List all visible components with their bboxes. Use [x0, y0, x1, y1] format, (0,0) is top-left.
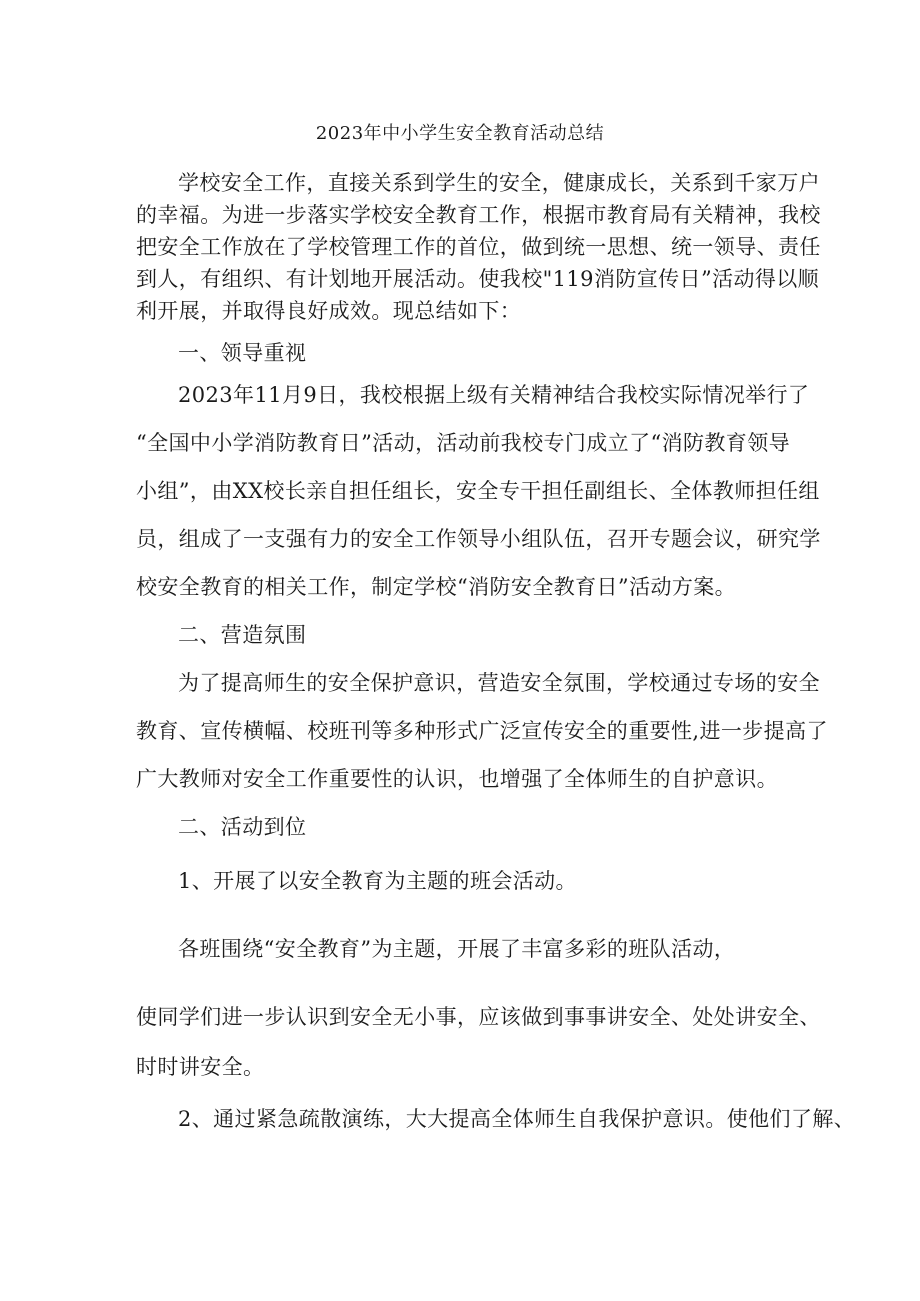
item1-line-2: 使同学们进一步认识到安全无小事，应该做到事事讲安全、处处讲安全、: [136, 1005, 821, 1029]
section1-line-1: 2023年11月9日，我校根据上级有关精神结合我校实际情况举行了: [178, 383, 810, 407]
item1-heading: 1、开展了以安全教育为主题的班会活动。: [178, 869, 577, 893]
document-title: 2023年中小学生安全教育活动总结: [315, 123, 605, 144]
intro-line-2: 的幸福。为进一步落实学校安全教育工作，根据市教育局有关精神，我校: [136, 203, 821, 227]
section2-line-1: 为了提高师生的安全保护意识，营造安全氛围，学校通过专场的安全: [178, 671, 820, 695]
item1-line-1: 各班围绕“安全教育”为主题，开展了丰富多彩的班队活动，: [178, 937, 736, 961]
section2-line-2: 教育、宣传横幅、校班刊等多种形式广泛宣传安全的重要性,进一步提高了: [136, 719, 828, 743]
section-heading-atmosphere: 二、营造氛围: [178, 623, 307, 647]
section1-line-4: 员，组成了一支强有力的安全工作领导小组队伍，召开专题会议，研究学: [136, 527, 821, 551]
intro-line-5: 利开展，并取得良好成效。现总结如下：: [136, 299, 522, 323]
intro-line-4: 到人，有组织、有计划地开展活动。使我校"119消防宣传日”活动得以顺: [136, 267, 820, 291]
section2-line-3: 广大教师对安全工作重要性的认识，也增强了全体师生的自护意识。: [136, 767, 778, 791]
section-heading-leadership: 一、领导重视: [178, 341, 307, 365]
item1-line-3: 时时讲安全。: [136, 1055, 265, 1079]
section1-line-2: “全国中小学消防教育日”活动，活动前我校专门成立了“消防教育领导: [136, 431, 791, 455]
intro-line-1: 学校安全工作，直接关系到学生的安全，健康成长，关系到千家万户: [178, 171, 820, 195]
intro-line-3: 把安全工作放在了学校管理工作的首位，做到统一思想、统一领导、责任: [136, 235, 821, 259]
section1-line-3: 小组”，由XX校长亲自担任组长，安全专干担任副组长、全体教师担任组: [136, 479, 820, 503]
section1-line-5: 校安全教育的相关工作，制定学校“消防安全教育日”活动方案。: [136, 575, 737, 599]
section-heading-activities: 二、活动到位: [178, 815, 307, 839]
item2-line-1: 2、通过紧急疏散演练，大大提高全体师生自我保护意识。使他们了解、: [178, 1107, 856, 1131]
